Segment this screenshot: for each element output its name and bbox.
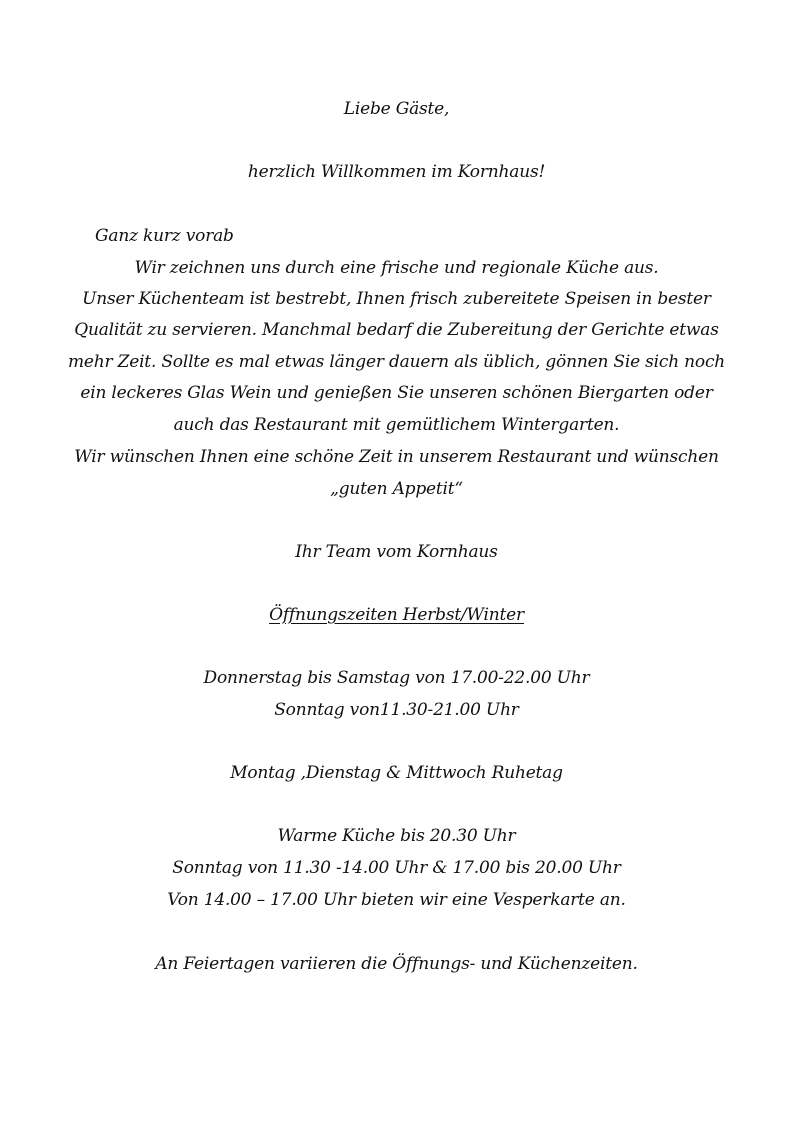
intro-line: ein leckeres Glas Wein und genießen Sie unseren schönen Biergarten oder [80,383,713,403]
closed-days: Montag ,Dienstag & Mittwoch Ruhetag [230,763,563,783]
intro-line: Wir wünschen Ihnen eine schöne Zeit in unserem Restaurant und wünschen [74,447,719,467]
opening-hours-line: Donnerstag bis Samstag von 17.00-22.00 Uhr [203,668,590,688]
greeting: Liebe Gäste, [343,99,450,119]
hours-title: Öffnungszeiten Herbst/Winter [269,605,524,625]
intro-line: Qualität zu servieren. Manchmal bedarf die Zubereitung der Gerichte etwas [74,320,719,340]
opening-hours-line: Sonntag von11.30-21.00 Uhr [274,700,519,720]
signature: Ihr Team vom Kornhaus [295,542,498,562]
intro-line: Unser Küchenteam ist bestrebt, Ihnen frisch zubereitete Speisen in bester [82,289,711,309]
intro-line: mehr Zeit. Sollte es mal etwas länger dauern als üblich, gönnen Sie sich noch [67,352,726,372]
intro-line: „guten Appetit“ [330,479,463,499]
intro-line: auch das Restaurant mit gemütlichem Wintergarten. [173,415,620,435]
kitchen-hours-line: Sonntag von 11.30 -14.00 Uhr & 17.00 bis 20.00 Uhr [172,858,621,878]
kitchen-hours-line: Warme Küche bis 20.30 Uhr [277,826,516,846]
intro-line: Wir zeichnen uns durch eine frische und regionale Küche aus. [134,258,659,278]
intro-heading: Ganz kurz vorab [95,226,234,246]
holiday-note: An Feiertagen variieren die Öffnungs- und Küchenzeiten. [155,954,638,974]
welcome-line: herzlich Willkommen im Kornhaus! [247,162,546,182]
kitchen-hours-line: Von 14.00 – 17.00 Uhr bieten wir eine Vesperkarte an. [167,890,626,910]
